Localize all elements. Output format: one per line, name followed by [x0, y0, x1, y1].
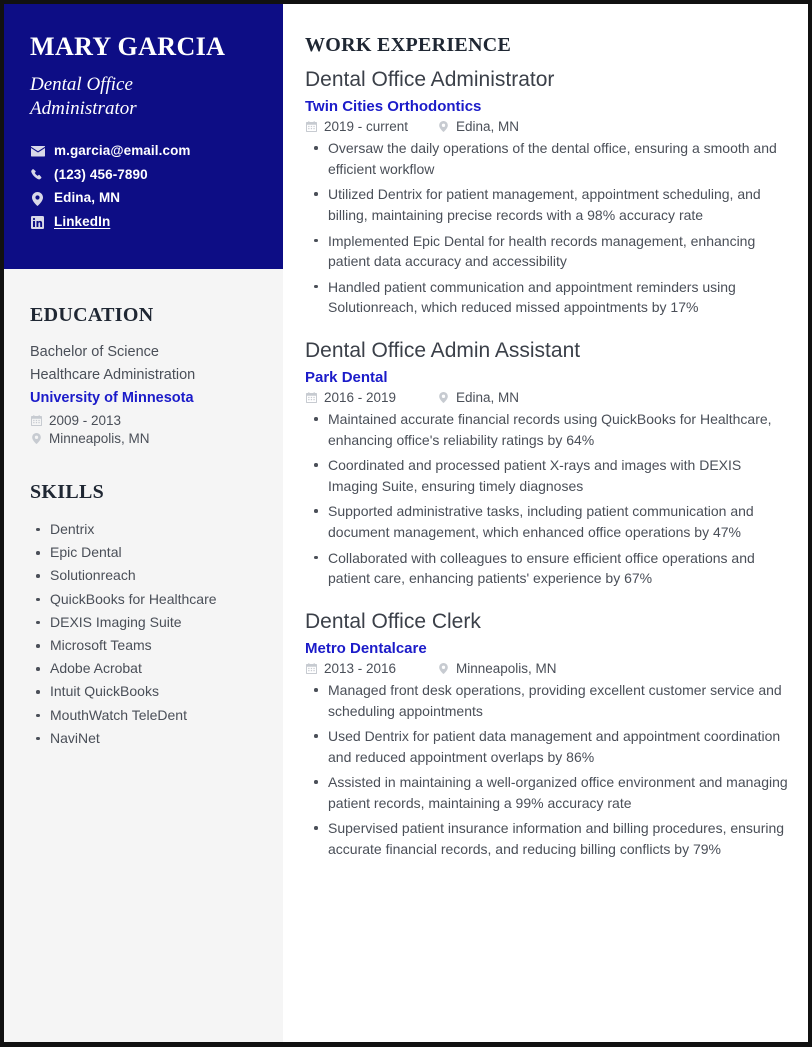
calendar-icon — [30, 415, 42, 426]
job-bullet: Oversaw the daily operations of the dental office, ensuring a smooth and efficient workflow — [325, 138, 794, 179]
location-pin-icon — [30, 433, 42, 444]
skill-item: Intuit QuickBooks — [48, 680, 257, 703]
work-experience-heading: WORK EXPERIENCE — [305, 34, 512, 56]
skills-heading: SKILLS — [30, 480, 105, 503]
sidebar — [4, 4, 283, 1042]
job-meta — [305, 390, 794, 405]
contact-item-phone — [30, 168, 257, 183]
job-dates: 2013 - 2016 — [324, 661, 397, 676]
contact-location-text: Edina, MN — [54, 190, 121, 206]
education-degree: Bachelor of Science — [30, 344, 159, 361]
job-bullet: Supervised patient insurance information and billing procedures, ensuring accurate financial records, and reducing billing conflicts by 79% — [325, 818, 794, 859]
job-location: Edina, MN — [456, 390, 520, 406]
job-bullet: Utilized Dentrix for patient management, appointment scheduling, and billing, maintaining precise records with a 98% accuracy rate — [325, 184, 794, 225]
education-field: Healthcare Administration — [30, 367, 196, 384]
education-location: Minneapolis, MN — [49, 430, 150, 446]
job-bullet: Used Dentrix for patient data management and appointment coordination and reduced appointment overlaps by 86% — [325, 726, 794, 767]
main-column — [283, 4, 808, 1042]
education-school: University of Minnesota — [30, 389, 194, 406]
calendar-icon — [305, 663, 317, 674]
location-pin-icon — [437, 392, 449, 403]
job-bullet: Managed front desk operations, providing excellent customer service and scheduling appointments — [325, 680, 794, 721]
skill-item: Dentrix — [48, 518, 257, 541]
page-title: MARY GARCIA — [30, 32, 226, 61]
contact-item-location — [30, 191, 257, 206]
job-company: Twin Cities Orthodontics — [305, 98, 482, 116]
job-entry — [305, 609, 794, 860]
job-company: Park Dental — [305, 369, 388, 387]
contact-item-linkedin[interactable] — [30, 215, 257, 230]
job-location-row — [437, 390, 519, 405]
job-dates-row — [305, 119, 437, 134]
contact-list — [30, 144, 257, 230]
job-bullets — [305, 680, 794, 860]
contact-item-email — [30, 144, 257, 159]
education-section — [30, 304, 257, 446]
education-heading: EDUCATION — [30, 304, 154, 327]
contact-email-text: m.garcia@email.com — [54, 142, 191, 158]
skill-item: Microsoft Teams — [48, 634, 257, 657]
job-location: Edina, MN — [456, 119, 520, 135]
skill-item: MouthWatch TeleDent — [48, 704, 257, 727]
job-bullet: Maintained accurate financial records using QuickBooks for Healthcare, enhancing office's reliability ratings by 64% — [325, 409, 794, 450]
education-dates: 2009 - 2013 — [49, 412, 122, 428]
job-company: Metro Dentalcare — [305, 640, 427, 657]
job-role: Dental Office Admin Assistant — [305, 338, 581, 362]
job-role: Dental Office Administrator — [305, 68, 555, 91]
education-dates-row — [30, 413, 257, 428]
phone-icon — [30, 169, 45, 182]
skills-list — [30, 518, 257, 750]
calendar-icon — [305, 121, 317, 132]
job-dates: 2016 - 2019 — [324, 390, 397, 406]
job-bullet: Coordinated and processed patient X-rays and images with DEXIS Imaging Suite, ensuring timely diagnoses — [325, 455, 794, 496]
job-bullet: Collaborated with colleagues to ensure efficient office operations and patient care, enhancing patients' experience by 67% — [325, 548, 794, 589]
job-role: Dental Office Clerk — [305, 609, 481, 633]
job-bullet: Handled patient communication and appointment reminders using Solutionreach, which reduced missed appointments by 17% — [325, 277, 794, 318]
skill-item: QuickBooks for Healthcare — [48, 588, 257, 611]
job-dates-row — [305, 390, 437, 405]
sidebar-header — [4, 4, 283, 269]
professional-title: Dental Office Administrator — [30, 74, 137, 120]
job-bullet: Supported administrative tasks, including patient communication and document management, which enhanced office operations by 47% — [325, 501, 794, 542]
job-bullet: Assisted in maintaining a well-organized office environment and managing patient records, maintaining a 99% accuracy rate — [325, 772, 794, 813]
job-meta — [305, 119, 794, 134]
location-pin-icon — [437, 121, 449, 132]
jobs-container — [305, 67, 794, 860]
calendar-icon — [305, 392, 317, 403]
job-location: Minneapolis, MN — [456, 661, 557, 676]
skill-item: Epic Dental — [48, 541, 257, 564]
skill-item: DEXIS Imaging Suite — [48, 611, 257, 634]
job-dates: 2019 - current — [324, 119, 409, 135]
job-location-row — [437, 119, 519, 134]
skill-item: Adobe Acrobat — [48, 657, 257, 680]
skill-item: Solutionreach — [48, 564, 257, 587]
job-bullets — [305, 409, 794, 589]
education-location-row — [30, 431, 257, 446]
job-location-row — [437, 661, 557, 676]
location-pin-icon — [437, 663, 449, 674]
job-dates-row — [305, 661, 437, 676]
skills-section — [30, 481, 257, 750]
job-entry — [305, 338, 794, 589]
envelope-icon — [30, 146, 45, 157]
sidebar-body — [4, 304, 283, 750]
contact-phone-text: (123) 456-7890 — [54, 166, 148, 182]
linkedin-link[interactable]: LinkedIn — [54, 214, 111, 230]
job-bullets — [305, 138, 794, 318]
job-entry — [305, 67, 794, 318]
skill-item: NaviNet — [48, 727, 257, 750]
job-bullet: Implemented Epic Dental for health records management, enhancing patient data accuracy and accessibility — [325, 231, 794, 272]
location-pin-icon — [30, 192, 45, 206]
linkedin-icon — [30, 216, 45, 229]
job-meta — [305, 661, 794, 676]
